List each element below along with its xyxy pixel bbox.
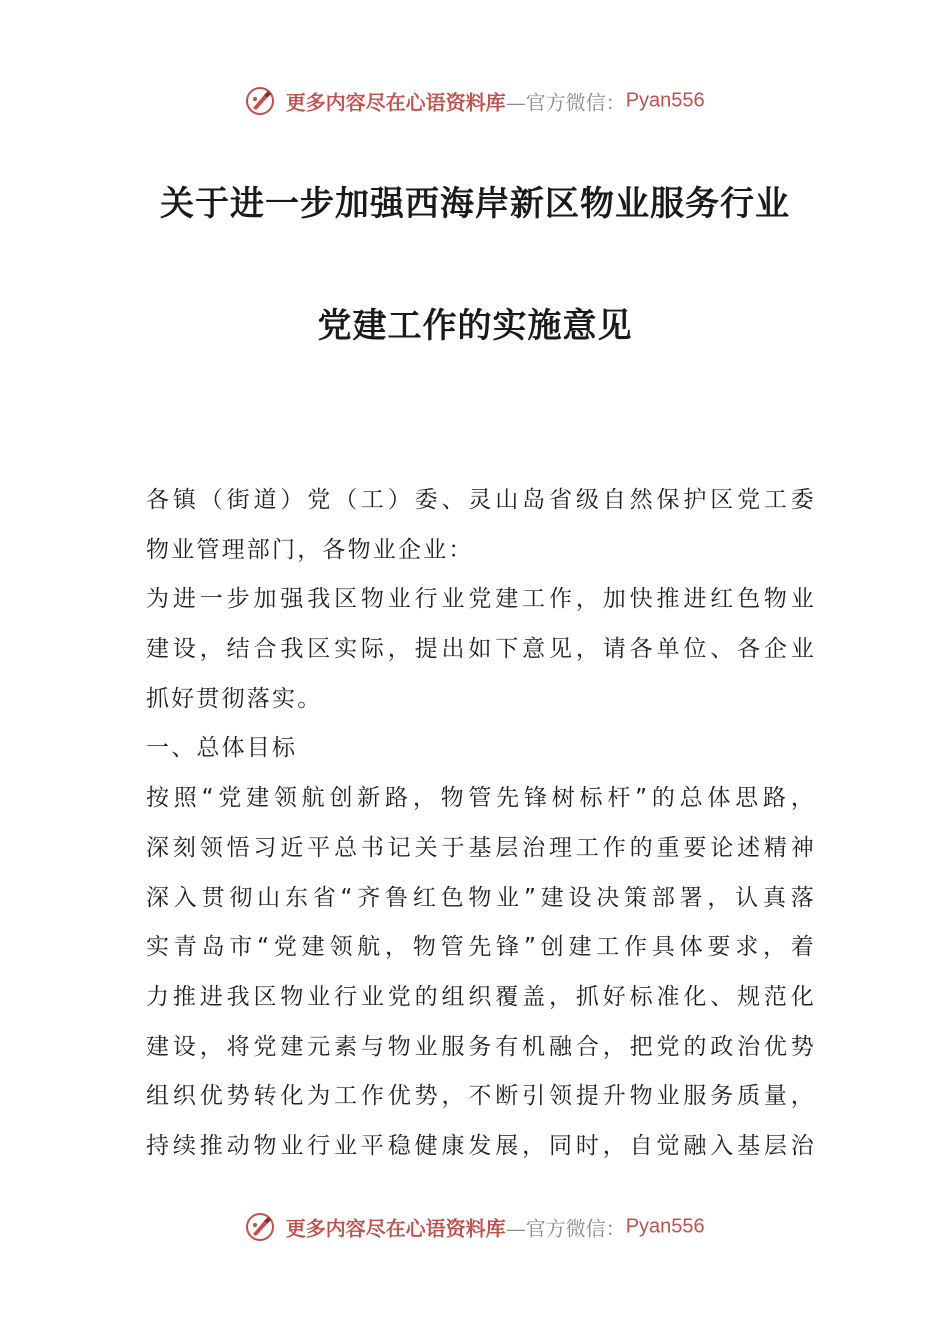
body-line: 抓好贯彻落实。 xyxy=(146,685,323,712)
body-line: 持续推动物业行业平稳健康发展，同时，自觉融入基层治 xyxy=(146,1132,816,1159)
body-line: 深入贯彻山东省“齐鲁红色物业”建设决策部署，认真落 xyxy=(146,884,816,911)
document-title-line-1: 关于进一步加强西海岸新区物业服务行业 xyxy=(160,184,790,224)
body-line: 按照“党建领航创新路，物管先锋树标杆”的总体思路， xyxy=(146,785,816,812)
watermark-main-text: 更多内容尽在心语资料库 xyxy=(285,1216,506,1241)
section-heading: 一、总体目标 xyxy=(146,735,298,762)
footer-watermark xyxy=(0,1212,950,1242)
document-body xyxy=(146,476,816,1172)
pen-nib-logo-icon xyxy=(245,86,275,116)
watermark-wechat-id: Pyan556 xyxy=(625,1215,705,1238)
watermark-main-text: 更多内容尽在心语资料库 xyxy=(285,90,506,115)
header-watermark xyxy=(0,86,950,116)
body-line: 组织优势转化为工作优势，不断引领提升物业服务质量， xyxy=(146,1083,816,1110)
body-line: 建设，结合我区实际，提出如下意见，请各单位、各企业 xyxy=(146,636,816,663)
pen-nib-logo-icon xyxy=(245,1212,275,1242)
body-line: 建设，将党建元素与物业服务有机融合，把党的政治优势 xyxy=(146,1033,816,1060)
body-line: 深刻领悟习近平总书记关于基层治理工作的重要论述精神 xyxy=(146,834,816,861)
body-line: 力推进我区物业行业党的组织覆盖，抓好标准化、规范化 xyxy=(146,983,816,1010)
watermark-separator: —官方微信： xyxy=(505,90,626,115)
watermark-separator: —官方微信： xyxy=(505,1216,626,1241)
document-title-line-2: 党建工作的实施意见 xyxy=(317,306,633,346)
body-line: 为进一步加强我区物业行业党建工作，加快推进红色物业 xyxy=(146,586,816,613)
watermark-wechat-id: Pyan556 xyxy=(625,89,705,112)
body-line: 实青岛市“党建领航，物管先锋”创建工作具体要求，着 xyxy=(146,934,816,961)
body-line: 物业管理部门，各物业企业： xyxy=(146,536,474,563)
body-line: 各镇（街道）党（工）委、灵山岛省级自然保护区党工委 xyxy=(146,487,816,513)
